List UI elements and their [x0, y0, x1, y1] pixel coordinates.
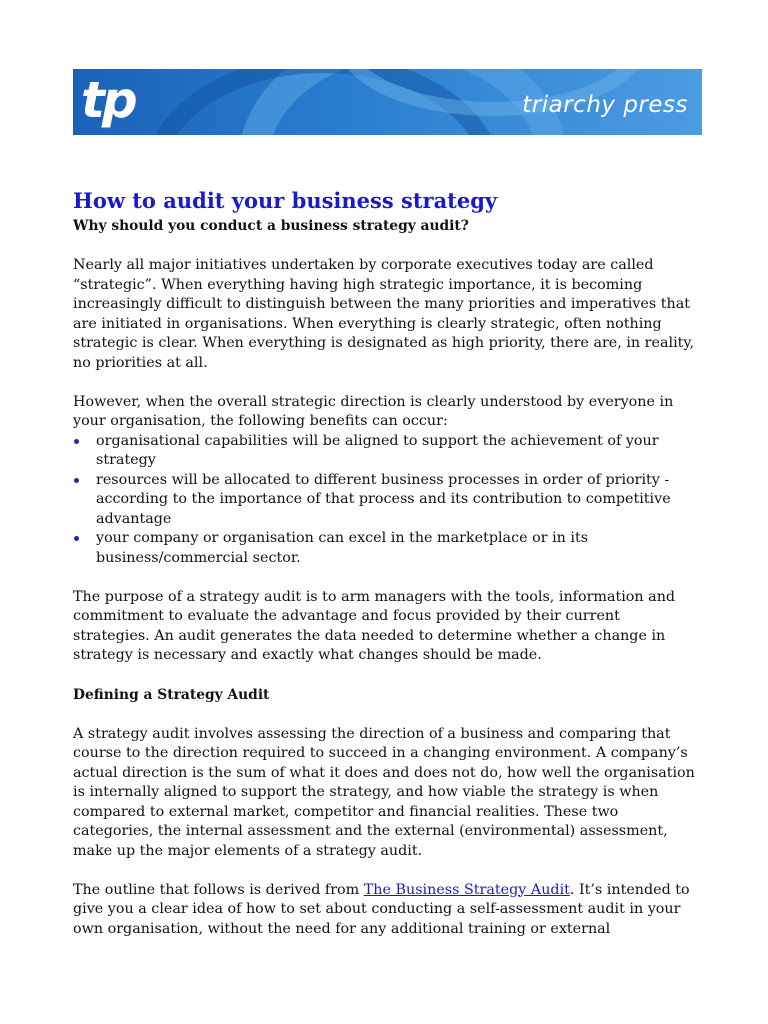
bullet-icon [74, 439, 79, 444]
purpose-paragraph: The purpose of a strategy audit is to arm managers with the tools, information and commitment to evaluate the advantage and focus provided by their current strategies. An audit generates the data needed to determine whether a change in strategy is necessary and exactly what changes should be made. [73, 588, 676, 663]
page-subtitle: Why should you conduct a business strategy audit? [73, 218, 469, 234]
intro-paragraph: Nearly all major initiatives undertaken by corporate executives today are called “strategic”. When everything having high strategic importance, it is becoming increasingly difficult to distinguish between the many priorities and imperatives that are initiated in organisations. When everything is clearly strategic, often nothing strategic is clear. When everything is designated as high priority, there are, in reality, no priorities at all. [73, 257, 695, 371]
bullet-icon [74, 536, 79, 541]
section-heading: Defining a Strategy Audit [73, 687, 270, 703]
article [73, 186, 698, 959]
business-strategy-audit-link[interactable]: The Business Strategy Audit [363, 881, 570, 898]
list-item-text: organisational capabilities will be aligned to support the achievement of your strategy [96, 432, 659, 468]
brand-name: triarchy press [522, 92, 688, 118]
list-item [73, 471, 698, 530]
list-item-text: your company or organisation can excel in the marketplace or in its business/commercial sector. [96, 530, 589, 566]
page-title: How to audit your business strategy [73, 188, 498, 213]
list-item-text: resources will be allocated to different business processes in order of priority - according to the importance of that process and its contribution to competitive advantage [96, 471, 671, 527]
list-item [73, 432, 698, 471]
outline-text-after: . It’s intended to give you a clear idea of how to set about conducting a self-assessment audit in your own organisation, without the need for any additional training or external [73, 881, 690, 937]
outline-text-before: The outline that follows is derived from [73, 881, 364, 898]
definition-paragraph: A strategy audit involves assessing the direction of a business and comparing that course to the direction required to succeed in a changing environment. A company’s actual direction is the sum of what it does and does not do, how well the organisation is internally aligned to support the strategy, and how viable the strategy is when compared to external market, competitor and financial realities. These two categories, the internal assessment and the external (environmental) assessment, make up the major elements of a strategy audit. [73, 725, 695, 859]
outline-paragraph [73, 881, 698, 940]
list-item [73, 529, 698, 568]
bullet-icon [74, 478, 79, 483]
header-banner [73, 69, 702, 135]
benefits-intro-paragraph: However, when the overall strategic direction is clearly understood by everyone in your organisation, the following benefits can occur: [73, 393, 674, 429]
tp-logo: tp [81, 71, 135, 129]
benefits-list [73, 432, 698, 569]
